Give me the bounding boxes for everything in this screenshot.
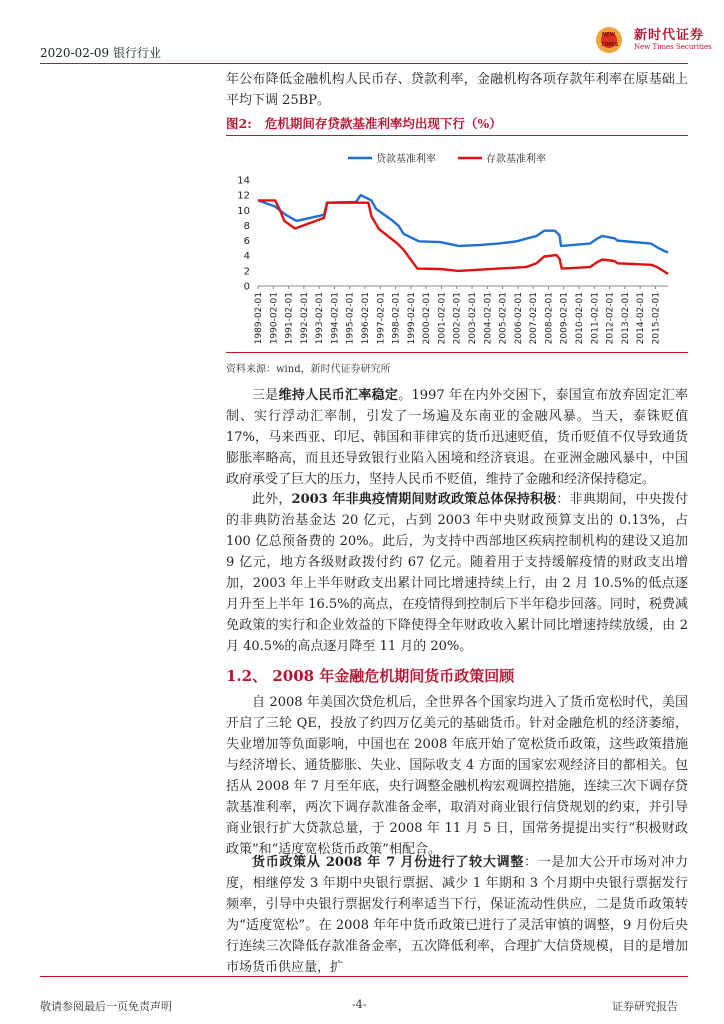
x-tick-label: 1996-02-01: [361, 292, 372, 345]
figure-bottom-rule: [226, 352, 688, 353]
x-tick-label: 2008-02-01: [544, 292, 555, 345]
p1-bold: 维持人民币汇率稳定: [278, 388, 399, 403]
footer-report-type: 证券研究报告: [612, 1000, 678, 1013]
x-tick-label: 2003-02-01: [468, 292, 479, 345]
x-tick-label: 2005-02-01: [498, 292, 509, 345]
legend-label-1: 存款基准利率: [486, 154, 546, 165]
figure-top-rule: [226, 135, 688, 136]
figure-caption-title: 危机期间存贷款基准利率均出现下行（%）: [264, 116, 502, 131]
series-line-loan-rate: [258, 195, 668, 253]
page-number: -4-: [352, 998, 367, 1011]
paragraph-rmb-stability: [226, 385, 688, 490]
x-tick-label: 2011-02-01: [590, 292, 601, 345]
x-tick-label: 1989-02-01: [254, 292, 264, 345]
footer-divider: [40, 976, 688, 977]
y-tick-label: 14: [237, 175, 250, 187]
x-tick-label: 2002-02-01: [452, 292, 463, 345]
footer-disclaimer: 敬请参阅最后一页免责声明: [40, 1000, 172, 1013]
x-tick-label: 1995-02-01: [345, 292, 356, 345]
header-divider: [40, 63, 688, 64]
svg-text:NEW: NEW: [602, 32, 616, 38]
x-tick-label: 2013-02-01: [620, 292, 631, 345]
x-tick-label: 1991-02-01: [284, 292, 295, 345]
x-tick-label: 1999-02-01: [406, 292, 417, 345]
y-tick-label: 10: [237, 205, 250, 217]
paragraph-monetary-policy: [226, 852, 688, 978]
section-title: 1.2、 2008 年金融危机期间货币政策回顾: [226, 667, 515, 685]
p2-bold: 2003 年非典疫情期间财政政策总体保持积极: [291, 492, 557, 507]
p2-text: ：非典期间，中央拨付的非典防治基金达 20 亿元，占到 2003 年中央财政预算支出的 0.13%，占 100 亿总预备费的 20%。此后，为支持中西部地区疾病控制机构的建设又追加 9 亿元，地方各级财政拨付约 67 亿元。随着用于支持缓解疫情的财政支出增加，2003 年上半年财政支出累计同比增速持续上行，由 2 月 10.5%的低点逐月升至上半年 16.5%的高点，在疫情得到控制后下半年稳步回落。同时，税费减免政策的实行和企业效益的下降使得全年财政收入累计同比增速持续放缓，由 2 月 40.5%的高点逐月降至 11 月的 20%。: [226, 492, 688, 654]
y-tick-label: 2: [243, 266, 250, 278]
figure-caption-label: 图2:: [226, 116, 252, 131]
intro-paragraph: 年公布降低金融机构人民币存、贷款利率，金融机构各项存款年利率在原基础上平均下调 25BP。: [226, 72, 688, 108]
x-tick-label: 2007-02-01: [529, 292, 540, 345]
svg-text:TIMES: TIMES: [601, 42, 619, 48]
figure-source: 资料来源：wind，新时代证券研究所: [226, 364, 391, 375]
y-tick-label: 8: [243, 220, 250, 232]
x-tick-label: 1994-02-01: [330, 292, 341, 345]
x-tick-label: 1990-02-01: [269, 292, 280, 345]
rate-chart: [226, 140, 688, 350]
x-tick-label: 2000-02-01: [422, 292, 433, 345]
y-tick-label: 4: [243, 251, 250, 263]
legend-label-0: 贷款基准利率: [376, 154, 436, 165]
p1-text: 。1997 年在内外交困下，泰国宣布放弃固定汇率制、实行浮动汇率制，引发了一场遍及东南亚的金融风暴。当天，泰铢贬值 17%，马来西亚、印尼、韩国和菲律宾的货币迅速贬值，货币贬值不仅导致通货膨胀率略高，而且还导致银行业陷入困境和经济衰退。在亚洲金融风暴中，中国政府承受了巨大的压力，坚持人民币不贬值，维持了金融和经济保持稳定。: [226, 388, 688, 487]
paragraph-2008-crisis: 自 2008 年美国次贷危机后，全世界各个国家均进入了货币宽松时代，美国开启了三轮 QE，投放了约四万亿美元的基础货币。针对金融危机的经济萎缩，失业增加等负面影响，中国也在 2008 年底开始了宽松货币政策，这些政策措施与经济增长、通货膨胀、失业、国际收支 4 方面的国家宏观经济目的都相关。包括从 2008 年 7 月至年底，央行调整金融机构宏观调控措施，连续三次下调存贷款基准利率，两次下调存款准备金率，取消对商业银行信贷规划的约束，并引导商业银行扩大贷款总量，于 2008 年 11 月 5 日，国常务提提出实行“积极财政政策”和“适度宽松货币政策”相配合。: [226, 695, 688, 857]
p2-prefix: 此外，: [252, 492, 292, 507]
x-tick-label: 2009-02-01: [559, 292, 570, 345]
paragraph-sars-fiscal: [226, 489, 688, 657]
p4-text: ：一是加大公开市场对冲力度，相继停发 3 年期中央银行票据、减少 1 年期和 3 个月期中央银行票据发行频率，引导中央银行票据发行利率适当下行，保证流动性供应，二是货币政策转为“适度宽松”。在 2008 年年中货币政策已进行了灵活审慎的调整，9 月份后央行连续三次降低存款准备金率，五次降低利率，合理扩大信贷规模，目的是增加市场货币供应量，扩: [226, 855, 688, 975]
logo-cn-name: 新时代证券: [634, 28, 705, 43]
x-tick-label: 2014-02-01: [636, 292, 647, 345]
x-tick-label: 2015-02-01: [651, 292, 662, 345]
p4-bold: 货币政策从 2008 年 7 月份进行了较大调整: [252, 855, 525, 870]
x-tick-label: 1998-02-01: [391, 292, 402, 345]
logo-en-name: New Times Securities: [634, 43, 712, 51]
y-tick-label: 0: [243, 281, 250, 293]
x-tick-label: 2004-02-01: [483, 292, 494, 345]
x-tick-label: 1992-02-01: [299, 292, 310, 345]
header-date-industry: 2020-02-09 银行行业: [40, 46, 162, 60]
x-tick-label: 2012-02-01: [605, 292, 616, 345]
y-tick-label: 6: [243, 236, 250, 248]
x-tick-label: 1993-02-01: [315, 292, 326, 345]
x-tick-label: 2001-02-01: [437, 292, 448, 345]
x-tick-label: 2006-02-01: [513, 292, 524, 345]
x-tick-label: 2010-02-01: [575, 292, 586, 345]
y-tick-label: 12: [237, 190, 250, 202]
p1-prefix: 三是: [252, 388, 279, 403]
x-tick-label: 1997-02-01: [376, 292, 387, 345]
figure-caption: [226, 114, 502, 132]
